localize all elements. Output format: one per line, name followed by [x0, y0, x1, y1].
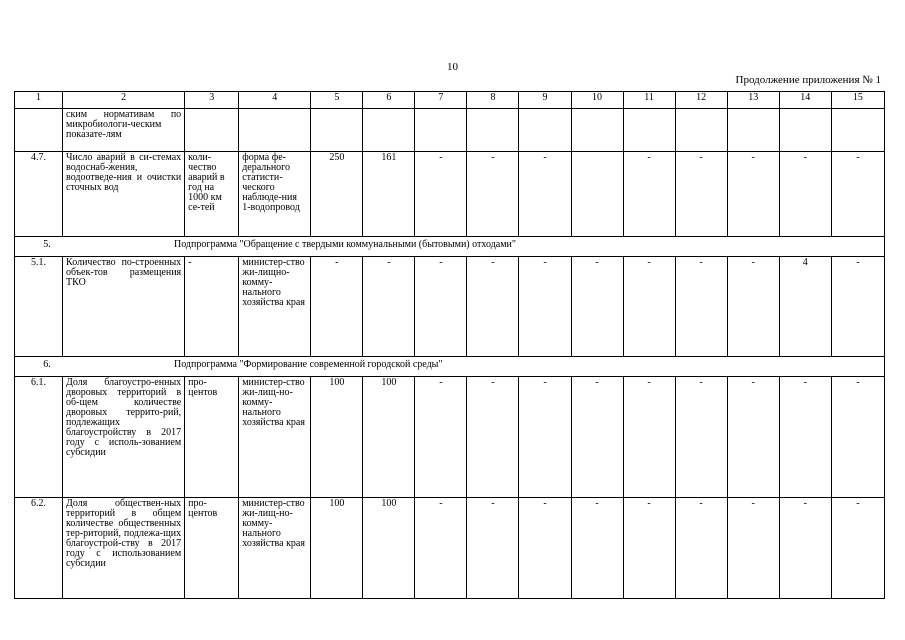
- value-cell: [519, 109, 571, 152]
- table-row: [15, 152, 885, 237]
- indicator-name: ским нормативам по микробиологи-ческим показате-лям: [63, 109, 185, 152]
- value-cell: -: [519, 498, 571, 599]
- value-cell: 250: [311, 152, 363, 237]
- value-cell: -: [467, 377, 519, 498]
- value-cell: -: [727, 498, 779, 599]
- value-cell: [571, 152, 623, 237]
- value-cell: [363, 109, 415, 152]
- value-cell: [727, 109, 779, 152]
- value-cell: -: [779, 498, 831, 599]
- value-cell: [623, 109, 675, 152]
- data-source: министер-ство жи-лищ-но-комму-нального хозяйства края: [239, 498, 311, 599]
- page-number: 10: [447, 61, 458, 73]
- value-cell: -: [727, 377, 779, 498]
- indicator-name: Доля обществен-ных территорий в общем количестве общественных тер-риторий, подлежа-щих благоустрой-ству в 2017 году с использованием субсидии: [63, 498, 185, 599]
- subprogram-cell: [15, 357, 885, 377]
- value-cell: [675, 109, 727, 152]
- row-number: 6.1.: [15, 377, 63, 498]
- column-number-header: 1: [15, 92, 63, 109]
- value-cell: [467, 109, 519, 152]
- subprogram-number: 5.: [43, 239, 51, 250]
- column-number-header: 8: [467, 92, 519, 109]
- value-cell: 100: [311, 377, 363, 498]
- column-number-header: 12: [675, 92, 727, 109]
- column-number-header: 10: [571, 92, 623, 109]
- subprogram-title: Подпрограмма "Формирование современной городской среды": [174, 359, 443, 370]
- value-cell: 100: [363, 498, 415, 599]
- row-number: 5.1.: [15, 257, 63, 357]
- table-row: [15, 109, 885, 152]
- row-number: [15, 109, 63, 152]
- column-number-header: 3: [185, 92, 239, 109]
- table-row: [15, 257, 885, 357]
- value-cell: -: [363, 257, 415, 357]
- value-cell: -: [623, 152, 675, 237]
- value-cell: -: [415, 152, 467, 237]
- value-cell: -: [415, 257, 467, 357]
- value-cell: -: [571, 257, 623, 357]
- value-cell: -: [727, 152, 779, 237]
- table-header-row: [15, 92, 885, 109]
- value-cell: [779, 109, 831, 152]
- value-cell: -: [727, 257, 779, 357]
- data-source: министер-ство жи-лищно-комму-нального хозяйства края: [239, 257, 311, 357]
- column-number-header: 2: [63, 92, 185, 109]
- value-cell: -: [623, 257, 675, 357]
- value-cell: 100: [311, 498, 363, 599]
- value-cell: -: [779, 152, 831, 237]
- value-cell: 100: [363, 377, 415, 498]
- row-number: 6.2.: [15, 498, 63, 599]
- table-row: [15, 498, 885, 599]
- column-number-header: 6: [363, 92, 415, 109]
- value-cell: -: [467, 152, 519, 237]
- indicator-name: Число аварий в си-стемах водоснаб-жения, водоотведе-ния и очистки сточных вод: [63, 152, 185, 237]
- column-number-header: 14: [779, 92, 831, 109]
- data-source: министер-ство жи-лищ-но-комму-нального хозяйства края: [239, 377, 311, 498]
- indicator-name: Количество по-строенных объек-тов размещения ТКО: [63, 257, 185, 357]
- indicators-table: [14, 91, 885, 599]
- unit-of-measure: про-центов: [185, 498, 239, 599]
- value-cell: -: [623, 377, 675, 498]
- value-cell: -: [675, 498, 727, 599]
- data-source: [239, 109, 311, 152]
- row-number: 4.7.: [15, 152, 63, 237]
- value-cell: -: [623, 498, 675, 599]
- value-cell: -: [675, 152, 727, 237]
- unit-of-measure: коли-чество аварий в год на 1000 км се-тей: [185, 152, 239, 237]
- value-cell: -: [571, 498, 623, 599]
- value-cell: -: [831, 257, 884, 357]
- value-cell: -: [519, 257, 571, 357]
- value-cell: [571, 109, 623, 152]
- unit-of-measure: -: [185, 257, 239, 357]
- value-cell: -: [571, 377, 623, 498]
- subprogram-cell: [15, 237, 885, 257]
- subprogram-row: [15, 237, 885, 257]
- continuation-label: Продолжение приложения № 1: [735, 74, 881, 86]
- value-cell: -: [675, 377, 727, 498]
- subprogram-number: 6.: [43, 359, 51, 370]
- value-cell: [311, 109, 363, 152]
- subprogram-row: [15, 357, 885, 377]
- column-number-header: 4: [239, 92, 311, 109]
- value-cell: -: [675, 257, 727, 357]
- table-row: [15, 377, 885, 498]
- value-cell: -: [779, 377, 831, 498]
- value-cell: -: [519, 152, 571, 237]
- column-number-header: 7: [415, 92, 467, 109]
- indicator-name: Доля благоустро-енных дворовых территорий в об-щем количестве дворовых террито-рий, подлежащих благоустройству в 2017 году с исполь-зованием субсидии: [63, 377, 185, 498]
- data-source: форма фе-дерального статисти-ческого наблюде-ния 1-водопровод: [239, 152, 311, 237]
- value-cell: 161: [363, 152, 415, 237]
- unit-of-measure: про-центов: [185, 377, 239, 498]
- value-cell: 4: [779, 257, 831, 357]
- column-number-header: 5: [311, 92, 363, 109]
- column-number-header: 9: [519, 92, 571, 109]
- value-cell: -: [467, 257, 519, 357]
- subprogram-title: Подпрограмма "Обращение с твердыми коммунальными (бытовыми) отходами": [174, 239, 516, 250]
- value-cell: -: [467, 498, 519, 599]
- unit-of-measure: [185, 109, 239, 152]
- value-cell: -: [831, 377, 884, 498]
- column-number-header: 15: [831, 92, 884, 109]
- column-number-header: 11: [623, 92, 675, 109]
- value-cell: -: [415, 377, 467, 498]
- value-cell: -: [415, 498, 467, 599]
- value-cell: -: [311, 257, 363, 357]
- value-cell: -: [519, 377, 571, 498]
- value-cell: -: [831, 152, 884, 237]
- value-cell: [415, 109, 467, 152]
- value-cell: -: [831, 498, 884, 599]
- value-cell: [831, 109, 884, 152]
- column-number-header: 13: [727, 92, 779, 109]
